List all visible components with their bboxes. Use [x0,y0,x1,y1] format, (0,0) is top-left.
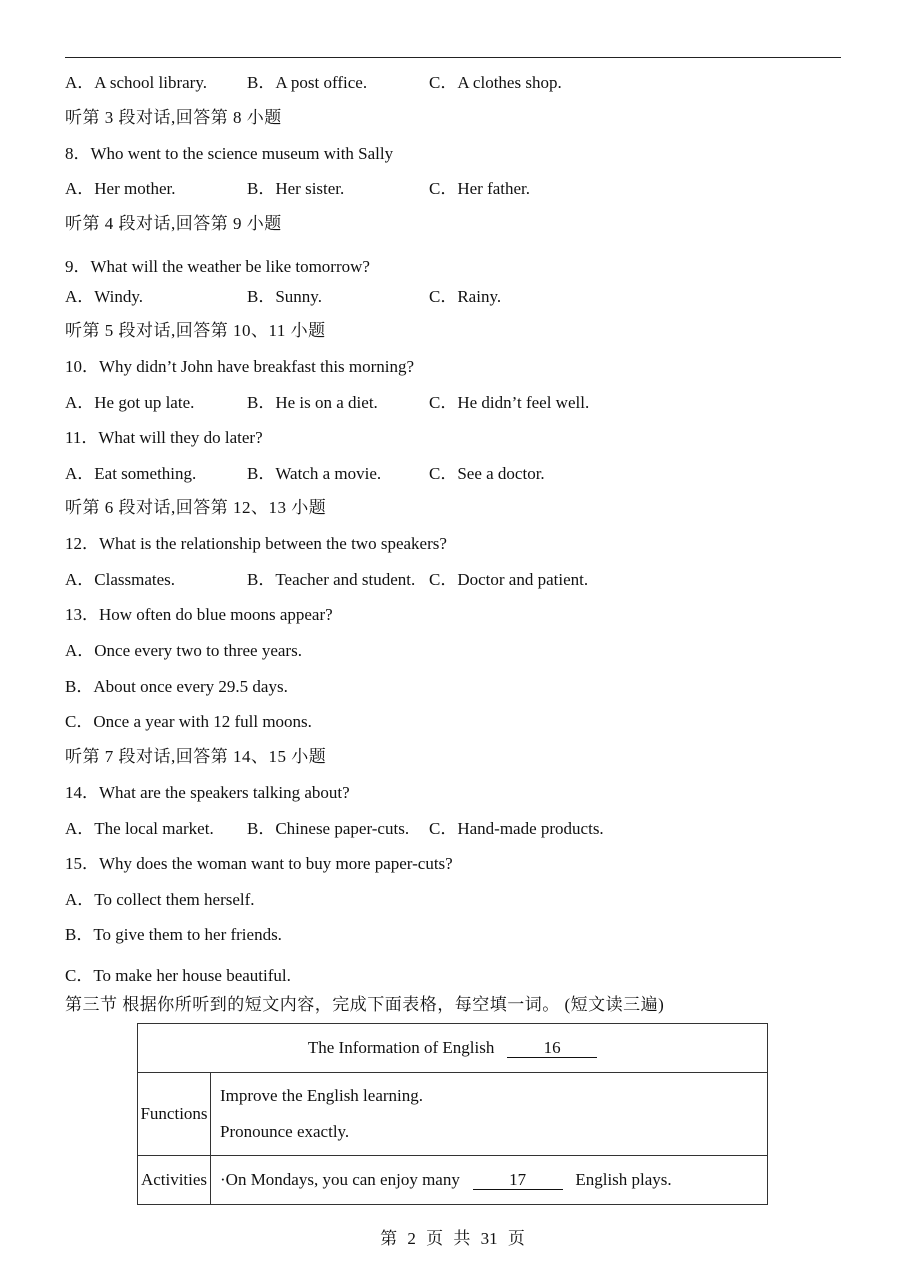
q13-option-b: B．About once every 29.5 days. [65,677,288,696]
q15-option-c: C．To make her house beautiful. [65,966,291,985]
q11-option-c: C．See a doctor. [429,464,545,483]
q8-stem: 8．Who went to the science museum with Sally [65,144,394,163]
q11-option-a: A．Eat something. [65,464,197,483]
part-3-heading: 第三节 根据你所听到的短文内容，完成下面表格，每空填一词。 (短文读三遍) [65,995,665,1014]
activities-content [211,1156,768,1205]
section-heading-7: 听第 7 段对话,回答第 14、15 小题 [65,747,327,766]
section-heading-4: 听第 4 段对话,回答第 9 小题 [65,214,282,233]
q7-option-b: B．A post office. [247,73,368,92]
q13-option-c: C．Once a year with 12 full moons. [65,712,312,731]
table-title: The Information of English [307,1038,495,1057]
functions-content [211,1073,768,1156]
functions-label: Functions [138,1073,211,1156]
blank-16: 16 [507,1039,597,1058]
q9-option-b: B．Sunny. [247,287,322,306]
q14-stem: 14．What are the speakers talking about? [65,783,350,802]
q7-option-a: A．A school library. [65,73,207,92]
q15-option-b: B．To give them to her friends. [65,925,282,944]
q12-option-a: A．Classmates. [65,570,176,589]
function-item: Pronounce exactly. [220,1122,350,1141]
q15-option-a: A．To collect them herself. [65,890,255,909]
activity-prefix: ·On Mondays, you can enjoy many [220,1170,460,1189]
q9-option-a: A．Windy. [65,287,144,306]
q8-option-a: A．Her mother. [65,179,176,198]
q14-option-c: C．Hand-made products. [429,819,604,838]
top-rule [65,57,841,58]
q8-option-b: B．Her sister. [247,179,345,198]
q9-option-c: C．Rainy. [429,287,502,306]
q10-stem: 10．Why didn’t John have breakfast this morning? [65,357,415,376]
q10-option-b: B．He is on a diet. [247,393,378,412]
activities-label: Activities [138,1156,211,1205]
q14-option-a: A．The local market. [65,819,214,838]
q12-stem: 12．What is the relationship between the two speakers? [65,534,447,553]
activity-suffix: English plays. [575,1170,672,1189]
q13-option-a: A．Once every two to three years. [65,641,302,660]
section-heading-3: 听第 3 段对话,回答第 8 小题 [65,108,282,127]
q12-option-c: C．Doctor and patient. [429,570,589,589]
q12-option-b: B．Teacher and student. [247,570,416,589]
section-heading-6: 听第 6 段对话,回答第 12、13 小题 [65,498,327,517]
q14-option-b: B．Chinese paper-cuts. [247,819,410,838]
section-heading-5: 听第 5 段对话,回答第 10、11 小题 [65,321,326,340]
function-item: Improve the English learning. [220,1086,424,1105]
q8-option-c: C．Her father. [429,179,531,198]
q11-option-b: B．Watch a movie. [247,464,382,483]
page-footer: 第 2 页 共 31 页 [380,1229,525,1248]
q10-option-c: C．He didn’t feel well. [429,393,590,412]
information-table [137,1023,768,1205]
blank-17: 17 [473,1171,563,1190]
q10-option-a: A．He got up late. [65,393,195,412]
q7-option-c: C．A clothes shop. [429,73,562,92]
q13-stem: 13．How often do blue moons appear? [65,605,333,624]
q9-stem: 9．What will the weather be like tomorrow? [65,257,370,276]
q11-stem: 11．What will they do later? [65,428,263,447]
table-title-cell [138,1024,768,1073]
q15-stem: 15．Why does the woman want to buy more paper-cuts? [65,854,453,873]
